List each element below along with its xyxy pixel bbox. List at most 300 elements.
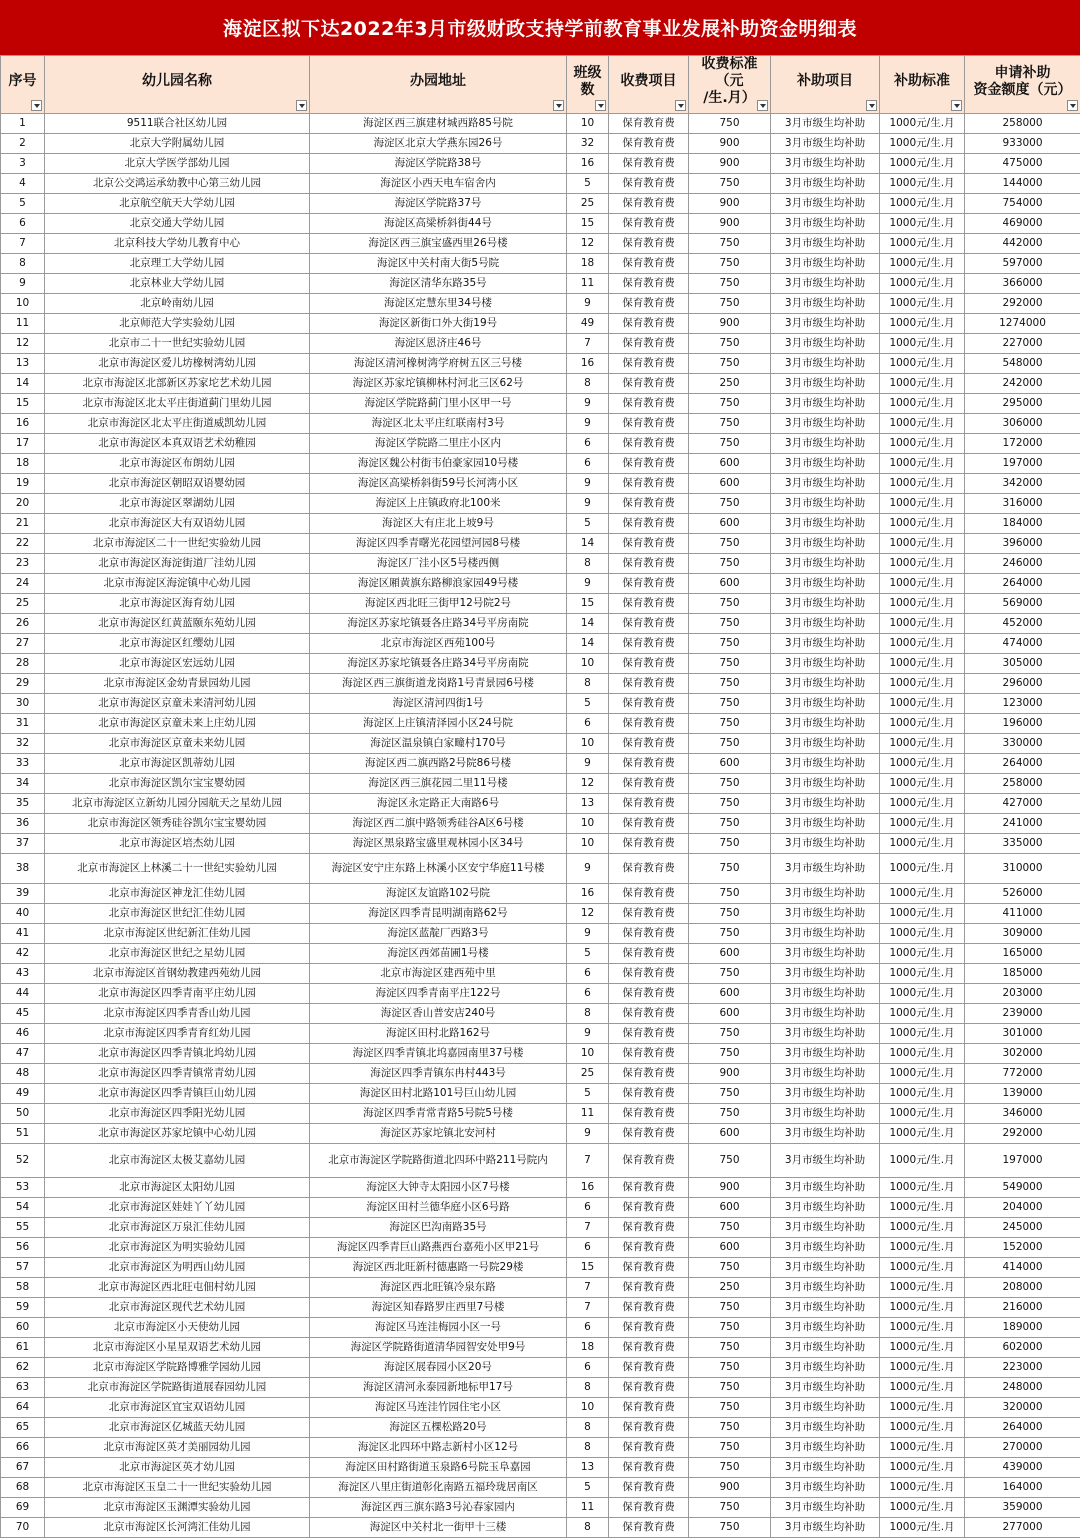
cell-subsidy-std: 1000元/生.月 bbox=[880, 1298, 965, 1318]
table-row bbox=[1, 614, 1080, 634]
cell-subsidy-std: 1000元/生.月 bbox=[880, 854, 965, 884]
cell-seq: 67 bbox=[1, 1458, 45, 1478]
cell-addr: 海淀区香山普安店240号 bbox=[310, 1004, 567, 1024]
cell-seq: 12 bbox=[1, 334, 45, 354]
cell-addr: 海淀区苏家坨镇聂各庄路34号平房南院 bbox=[310, 654, 567, 674]
cell-addr: 海淀区学院路37号 bbox=[310, 194, 567, 214]
cell-amount: 411000 bbox=[965, 904, 1080, 924]
cell-subsidy-item: 3月市级生均补助 bbox=[771, 634, 880, 654]
cell-name: 北京市海淀区海淀街道厂洼幼儿园 bbox=[45, 554, 310, 574]
cell-subsidy-std: 1000元/生.月 bbox=[880, 294, 965, 314]
cell-addr: 海淀区苏家坨镇聂各庄路34号平房南院 bbox=[310, 614, 567, 634]
cell-subsidy-std: 1000元/生.月 bbox=[880, 1178, 965, 1198]
cell-fee-std: 750 bbox=[689, 394, 771, 414]
cell-classes: 5 bbox=[567, 1478, 609, 1498]
cell-seq: 34 bbox=[1, 774, 45, 794]
cell-subsidy-item: 3月市级生均补助 bbox=[771, 554, 880, 574]
cell-classes: 5 bbox=[567, 174, 609, 194]
cell-seq: 50 bbox=[1, 1104, 45, 1124]
filter-dropdown-icon[interactable] bbox=[296, 100, 307, 111]
cell-subsidy-std: 1000元/生.月 bbox=[880, 924, 965, 944]
cell-fee-std: 600 bbox=[689, 574, 771, 594]
cell-addr: 海淀区四季青曙光花园望河园8号楼 bbox=[310, 534, 567, 554]
filter-dropdown-icon[interactable] bbox=[866, 100, 877, 111]
cell-fee-item: 保育教育费 bbox=[609, 414, 689, 434]
cell-fee-std: 600 bbox=[689, 754, 771, 774]
cell-addr: 海淀区学院路蓟门里小区甲一号 bbox=[310, 394, 567, 414]
cell-amount: 216000 bbox=[965, 1298, 1080, 1318]
cell-fee-std: 750 bbox=[689, 1258, 771, 1278]
cell-fee-std: 750 bbox=[689, 904, 771, 924]
cell-subsidy-item: 3月市级生均补助 bbox=[771, 534, 880, 554]
cell-name: 北京市海淀区玉皇二十一世纪实验幼儿园 bbox=[45, 1478, 310, 1498]
cell-addr: 北京市海淀区学院路街道北四环中路211号院内 bbox=[310, 1144, 567, 1178]
cell-fee-item: 保育教育费 bbox=[609, 814, 689, 834]
cell-subsidy-std: 1000元/生.月 bbox=[880, 1024, 965, 1044]
cell-fee-std: 750 bbox=[689, 1418, 771, 1438]
cell-fee-std: 750 bbox=[689, 1458, 771, 1478]
cell-classes: 6 bbox=[567, 1198, 609, 1218]
table-row bbox=[1, 114, 1080, 134]
cell-amount: 292000 bbox=[965, 1124, 1080, 1144]
cell-name: 北京市海淀区红黄蓝颐东苑幼儿园 bbox=[45, 614, 310, 634]
cell-classes: 18 bbox=[567, 1338, 609, 1358]
cell-seq: 30 bbox=[1, 694, 45, 714]
cell-addr: 海淀区马连洼竹园住宅小区 bbox=[310, 1398, 567, 1418]
cell-amount: 359000 bbox=[965, 1498, 1080, 1518]
cell-fee-std: 750 bbox=[689, 554, 771, 574]
cell-name: 北京林业大学幼儿园 bbox=[45, 274, 310, 294]
cell-subsidy-item: 3月市级生均补助 bbox=[771, 1258, 880, 1278]
cell-amount: 196000 bbox=[965, 714, 1080, 734]
cell-fee-item: 保育教育费 bbox=[609, 1258, 689, 1278]
cell-amount: 548000 bbox=[965, 354, 1080, 374]
cell-name: 北京市海淀区现代艺术幼儿园 bbox=[45, 1298, 310, 1318]
filter-dropdown-icon[interactable] bbox=[595, 100, 606, 111]
cell-amount: 475000 bbox=[965, 154, 1080, 174]
cell-name: 北京市海淀区京童未来幼儿园 bbox=[45, 734, 310, 754]
cell-fee-item: 保育教育费 bbox=[609, 1398, 689, 1418]
cell-classes: 9 bbox=[567, 494, 609, 514]
cell-amount: 189000 bbox=[965, 1318, 1080, 1338]
cell-fee-std: 900 bbox=[689, 1178, 771, 1198]
cell-subsidy-item: 3月市级生均补助 bbox=[771, 884, 880, 904]
cell-seq: 7 bbox=[1, 234, 45, 254]
cell-addr: 海淀区清河橡树湾学府树五区三号楼 bbox=[310, 354, 567, 374]
cell-subsidy-std: 1000元/生.月 bbox=[880, 1518, 965, 1538]
cell-addr: 海淀区恩济庄46号 bbox=[310, 334, 567, 354]
cell-fee-std: 250 bbox=[689, 1278, 771, 1298]
cell-addr: 海淀区上庄镇政府北100米 bbox=[310, 494, 567, 514]
cell-seq: 68 bbox=[1, 1478, 45, 1498]
cell-seq: 3 bbox=[1, 154, 45, 174]
cell-amount: 933000 bbox=[965, 134, 1080, 154]
cell-addr: 海淀区马连洼梅园小区一号 bbox=[310, 1318, 567, 1338]
cell-subsidy-item: 3月市级生均补助 bbox=[771, 1518, 880, 1538]
cell-seq: 59 bbox=[1, 1298, 45, 1318]
cell-seq: 14 bbox=[1, 374, 45, 394]
cell-fee-std: 750 bbox=[689, 414, 771, 434]
cell-fee-std: 600 bbox=[689, 474, 771, 494]
cell-addr: 海淀区西三旗宝盛西里26号楼 bbox=[310, 234, 567, 254]
cell-seq: 45 bbox=[1, 1004, 45, 1024]
cell-addr: 海淀区学院路二里庄小区内 bbox=[310, 434, 567, 454]
header-row bbox=[1, 56, 1080, 114]
cell-seq: 4 bbox=[1, 174, 45, 194]
cell-fee-std: 750 bbox=[689, 1378, 771, 1398]
cell-fee-std: 750 bbox=[689, 774, 771, 794]
cell-seq: 18 bbox=[1, 454, 45, 474]
cell-seq: 63 bbox=[1, 1378, 45, 1398]
cell-subsidy-std: 1000元/生.月 bbox=[880, 1064, 965, 1084]
filter-dropdown-icon[interactable] bbox=[1067, 100, 1078, 111]
cell-subsidy-std: 1000元/生.月 bbox=[880, 434, 965, 454]
cell-subsidy-item: 3月市级生均补助 bbox=[771, 1178, 880, 1198]
cell-fee-item: 保育教育费 bbox=[609, 984, 689, 1004]
cell-name: 北京市海淀区四季青香山幼儿园 bbox=[45, 1004, 310, 1024]
cell-classes: 9 bbox=[567, 474, 609, 494]
cell-classes: 10 bbox=[567, 814, 609, 834]
cell-fee-std: 600 bbox=[689, 984, 771, 1004]
cell-fee-std: 750 bbox=[689, 694, 771, 714]
cell-fee-std: 900 bbox=[689, 314, 771, 334]
cell-fee-item: 保育教育费 bbox=[609, 904, 689, 924]
cell-fee-std: 750 bbox=[689, 254, 771, 274]
table-row bbox=[1, 1438, 1080, 1458]
cell-fee-item: 保育教育费 bbox=[609, 394, 689, 414]
cell-subsidy-std: 1000元/生.月 bbox=[880, 454, 965, 474]
cell-addr: 海淀区中关村南大街5号院 bbox=[310, 254, 567, 274]
cell-fee-std: 750 bbox=[689, 234, 771, 254]
cell-addr: 海淀区高梁桥斜街44号 bbox=[310, 214, 567, 234]
cell-subsidy-item: 3月市级生均补助 bbox=[771, 1438, 880, 1458]
cell-amount: 295000 bbox=[965, 394, 1080, 414]
table-row bbox=[1, 674, 1080, 694]
table-row bbox=[1, 1258, 1080, 1278]
cell-fee-item: 保育教育费 bbox=[609, 594, 689, 614]
table-row bbox=[1, 254, 1080, 274]
cell-classes: 9 bbox=[567, 414, 609, 434]
cell-name: 北京市海淀区小天使幼儿园 bbox=[45, 1318, 310, 1338]
table-row bbox=[1, 1358, 1080, 1378]
cell-name: 北京市海淀区为明实验幼儿园 bbox=[45, 1238, 310, 1258]
table-row bbox=[1, 1518, 1080, 1538]
cell-addr: 海淀区高梁桥斜街59号长河湾小区 bbox=[310, 474, 567, 494]
cell-amount: 469000 bbox=[965, 214, 1080, 234]
table-row bbox=[1, 984, 1080, 1004]
cell-subsidy-item: 3月市级生均补助 bbox=[771, 614, 880, 634]
table-row bbox=[1, 884, 1080, 904]
cell-subsidy-item: 3月市级生均补助 bbox=[771, 594, 880, 614]
cell-subsidy-item: 3月市级生均补助 bbox=[771, 714, 880, 734]
cell-addr: 海淀区北四环中路志新村小区12号 bbox=[310, 1438, 567, 1458]
cell-addr: 海淀区西二旗中路领秀硅谷A区6号楼 bbox=[310, 814, 567, 834]
cell-subsidy-std: 1000元/生.月 bbox=[880, 674, 965, 694]
cell-seq: 1 bbox=[1, 114, 45, 134]
cell-fee-std: 750 bbox=[689, 354, 771, 374]
cell-fee-item: 保育教育费 bbox=[609, 554, 689, 574]
cell-addr: 海淀区友谊路102号院 bbox=[310, 884, 567, 904]
cell-subsidy-item: 3月市级生均补助 bbox=[771, 1238, 880, 1258]
cell-name: 北京市海淀区北太平庄街道蓟门里幼儿园 bbox=[45, 394, 310, 414]
table-row bbox=[1, 454, 1080, 474]
cell-addr: 海淀区蓝靛厂西路3号 bbox=[310, 924, 567, 944]
cell-classes: 16 bbox=[567, 354, 609, 374]
cell-seq: 25 bbox=[1, 594, 45, 614]
cell-name: 北京市海淀区首钢幼教建西苑幼儿园 bbox=[45, 964, 310, 984]
cell-fee-std: 900 bbox=[689, 194, 771, 214]
table-row bbox=[1, 594, 1080, 614]
cell-classes: 10 bbox=[567, 114, 609, 134]
cell-subsidy-std: 1000元/生.月 bbox=[880, 1438, 965, 1458]
table-row bbox=[1, 1004, 1080, 1024]
column-header-label: 补助项目 bbox=[797, 73, 853, 89]
cell-fee-std: 750 bbox=[689, 274, 771, 294]
cell-classes: 9 bbox=[567, 1024, 609, 1044]
cell-addr: 海淀区西三旗建材城西路85号院 bbox=[310, 114, 567, 134]
cell-amount: 439000 bbox=[965, 1458, 1080, 1478]
cell-subsidy-item: 3月市级生均补助 bbox=[771, 354, 880, 374]
cell-classes: 15 bbox=[567, 594, 609, 614]
cell-addr: 海淀区温泉镇白家疃村170号 bbox=[310, 734, 567, 754]
table-row bbox=[1, 1378, 1080, 1398]
cell-fee-item: 保育教育费 bbox=[609, 714, 689, 734]
cell-seq: 23 bbox=[1, 554, 45, 574]
cell-classes: 9 bbox=[567, 394, 609, 414]
cell-subsidy-std: 1000元/生.月 bbox=[880, 814, 965, 834]
cell-classes: 8 bbox=[567, 1378, 609, 1398]
cell-fee-item: 保育教育费 bbox=[609, 1084, 689, 1104]
cell-amount: 366000 bbox=[965, 274, 1080, 294]
cell-amount: 227000 bbox=[965, 334, 1080, 354]
cell-subsidy-item: 3月市级生均补助 bbox=[771, 1064, 880, 1084]
cell-classes: 13 bbox=[567, 794, 609, 814]
cell-name: 北京市海淀区二十一世纪实验幼儿园 bbox=[45, 534, 310, 554]
cell-classes: 6 bbox=[567, 1358, 609, 1378]
cell-classes: 7 bbox=[567, 334, 609, 354]
cell-amount: 264000 bbox=[965, 1418, 1080, 1438]
cell-addr: 海淀区大有庄北上坡9号 bbox=[310, 514, 567, 534]
table-row bbox=[1, 1218, 1080, 1238]
cell-subsidy-item: 3月市级生均补助 bbox=[771, 924, 880, 944]
cell-subsidy-item: 3月市级生均补助 bbox=[771, 434, 880, 454]
cell-addr: 海淀区大钟寺太阳园小区7号楼 bbox=[310, 1178, 567, 1198]
cell-subsidy-std: 1000元/生.月 bbox=[880, 1398, 965, 1418]
cell-subsidy-item: 3月市级生均补助 bbox=[771, 1298, 880, 1318]
cell-amount: 197000 bbox=[965, 1144, 1080, 1178]
cell-fee-item: 保育教育费 bbox=[609, 1144, 689, 1178]
cell-fee-item: 保育教育费 bbox=[609, 154, 689, 174]
table-row bbox=[1, 1064, 1080, 1084]
table-row bbox=[1, 1044, 1080, 1064]
cell-name: 北京市海淀区西北旺屯佃村幼儿园 bbox=[45, 1278, 310, 1298]
cell-amount: 164000 bbox=[965, 1478, 1080, 1498]
cell-addr: 海淀区五棵松路20号 bbox=[310, 1418, 567, 1438]
cell-fee-item: 保育教育费 bbox=[609, 1458, 689, 1478]
column-header-label: 办园地址 bbox=[410, 73, 466, 89]
cell-fee-item: 保育教育费 bbox=[609, 614, 689, 634]
cell-addr: 海淀区知春路罗庄西里7号楼 bbox=[310, 1298, 567, 1318]
cell-fee-item: 保育教育费 bbox=[609, 634, 689, 654]
cell-fee-item: 保育教育费 bbox=[609, 1064, 689, 1084]
cell-name: 北京市海淀区世纪新汇佳幼儿园 bbox=[45, 924, 310, 944]
column-header-fee_item bbox=[609, 56, 689, 114]
cell-classes: 10 bbox=[567, 1398, 609, 1418]
column-header-label: 收费标准 （元 /生.月） bbox=[701, 56, 758, 106]
cell-fee-std: 600 bbox=[689, 454, 771, 474]
cell-fee-item: 保育教育费 bbox=[609, 1338, 689, 1358]
table-row bbox=[1, 214, 1080, 234]
cell-name: 北京市海淀区京童未来清河幼儿园 bbox=[45, 694, 310, 714]
cell-fee-std: 750 bbox=[689, 614, 771, 634]
cell-classes: 5 bbox=[567, 514, 609, 534]
cell-fee-std: 750 bbox=[689, 494, 771, 514]
cell-fee-item: 保育教育费 bbox=[609, 944, 689, 964]
cell-fee-item: 保育教育费 bbox=[609, 1498, 689, 1518]
cell-name: 北京市海淀区四季青镇巨山幼儿园 bbox=[45, 1084, 310, 1104]
cell-subsidy-item: 3月市级生均补助 bbox=[771, 234, 880, 254]
cell-subsidy-std: 1000元/生.月 bbox=[880, 944, 965, 964]
column-header-fee_std bbox=[689, 56, 771, 114]
cell-amount: 248000 bbox=[965, 1378, 1080, 1398]
cell-subsidy-item: 3月市级生均补助 bbox=[771, 1358, 880, 1378]
cell-subsidy-item: 3月市级生均补助 bbox=[771, 334, 880, 354]
cell-name: 北京市海淀区世纪之星幼儿园 bbox=[45, 944, 310, 964]
cell-seq: 10 bbox=[1, 294, 45, 314]
cell-seq: 65 bbox=[1, 1418, 45, 1438]
cell-amount: 305000 bbox=[965, 654, 1080, 674]
cell-fee-item: 保育教育费 bbox=[609, 1518, 689, 1538]
table-row bbox=[1, 714, 1080, 734]
cell-addr: 海淀区厂洼小区5号楼西侧 bbox=[310, 554, 567, 574]
cell-subsidy-std: 1000元/生.月 bbox=[880, 634, 965, 654]
table-row bbox=[1, 1398, 1080, 1418]
cell-amount: 223000 bbox=[965, 1358, 1080, 1378]
cell-classes: 14 bbox=[567, 634, 609, 654]
cell-seq: 17 bbox=[1, 434, 45, 454]
cell-fee-item: 保育教育费 bbox=[609, 1044, 689, 1064]
column-header-subsidy_std bbox=[880, 56, 965, 114]
cell-name: 北京交通大学幼儿园 bbox=[45, 214, 310, 234]
cell-addr: 海淀区四季青常青路5号院5号楼 bbox=[310, 1104, 567, 1124]
cell-name: 北京市海淀区上林溪二十一世纪实验幼儿园 bbox=[45, 854, 310, 884]
cell-subsidy-std: 1000元/生.月 bbox=[880, 314, 965, 334]
cell-amount: 772000 bbox=[965, 1064, 1080, 1084]
cell-fee-item: 保育教育费 bbox=[609, 334, 689, 354]
cell-fee-item: 保育教育费 bbox=[609, 474, 689, 494]
filter-dropdown-icon[interactable] bbox=[951, 100, 962, 111]
cell-fee-std: 750 bbox=[689, 1218, 771, 1238]
cell-subsidy-std: 1000元/生.月 bbox=[880, 234, 965, 254]
cell-seq: 42 bbox=[1, 944, 45, 964]
table-row bbox=[1, 134, 1080, 154]
cell-fee-item: 保育教育费 bbox=[609, 1298, 689, 1318]
cell-amount: 270000 bbox=[965, 1438, 1080, 1458]
cell-addr: 北京市海淀区西苑100号 bbox=[310, 634, 567, 654]
cell-fee-std: 750 bbox=[689, 1438, 771, 1458]
cell-name: 北京市海淀区长河湾汇佳幼儿园 bbox=[45, 1518, 310, 1538]
cell-subsidy-item: 3月市级生均补助 bbox=[771, 394, 880, 414]
table-row bbox=[1, 154, 1080, 174]
cell-subsidy-std: 1000元/生.月 bbox=[880, 474, 965, 494]
filter-dropdown-icon[interactable] bbox=[31, 100, 42, 111]
cell-fee-std: 600 bbox=[689, 1124, 771, 1144]
cell-subsidy-item: 3月市级生均补助 bbox=[771, 574, 880, 594]
subsidy-table bbox=[0, 55, 1080, 1538]
cell-fee-item: 保育教育费 bbox=[609, 674, 689, 694]
cell-addr: 海淀区新街口外大街19号 bbox=[310, 314, 567, 334]
cell-fee-std: 900 bbox=[689, 1064, 771, 1084]
cell-fee-item: 保育教育费 bbox=[609, 654, 689, 674]
cell-classes: 7 bbox=[567, 1144, 609, 1178]
cell-seq: 15 bbox=[1, 394, 45, 414]
cell-fee-item: 保育教育费 bbox=[609, 1378, 689, 1398]
cell-addr: 海淀区四季青南平庄122号 bbox=[310, 984, 567, 1004]
cell-subsidy-std: 1000元/生.月 bbox=[880, 1238, 965, 1258]
cell-classes: 8 bbox=[567, 554, 609, 574]
cell-amount: 396000 bbox=[965, 534, 1080, 554]
table-row bbox=[1, 194, 1080, 214]
cell-subsidy-std: 1000元/生.月 bbox=[880, 254, 965, 274]
cell-classes: 16 bbox=[567, 1178, 609, 1198]
filter-dropdown-icon[interactable] bbox=[553, 100, 564, 111]
column-header-label: 收费项目 bbox=[620, 73, 677, 89]
cell-amount: 427000 bbox=[965, 794, 1080, 814]
filter-dropdown-icon[interactable] bbox=[675, 100, 686, 111]
table-row bbox=[1, 1338, 1080, 1358]
cell-addr: 海淀区田村路街道玉泉路6号院玉阜嘉园 bbox=[310, 1458, 567, 1478]
cell-fee-std: 600 bbox=[689, 1198, 771, 1218]
cell-seq: 6 bbox=[1, 214, 45, 234]
cell-fee-item: 保育教育费 bbox=[609, 1004, 689, 1024]
cell-name: 北京市海淀区凯蒂幼儿园 bbox=[45, 754, 310, 774]
cell-seq: 11 bbox=[1, 314, 45, 334]
cell-fee-item: 保育教育费 bbox=[609, 174, 689, 194]
cell-addr: 海淀区四季青昆明湖南路62号 bbox=[310, 904, 567, 924]
cell-classes: 7 bbox=[567, 1278, 609, 1298]
cell-seq: 54 bbox=[1, 1198, 45, 1218]
cell-subsidy-item: 3月市级生均补助 bbox=[771, 254, 880, 274]
cell-fee-std: 750 bbox=[689, 734, 771, 754]
cell-addr: 海淀区清河四街1号 bbox=[310, 694, 567, 714]
cell-amount: 139000 bbox=[965, 1084, 1080, 1104]
table-row bbox=[1, 794, 1080, 814]
table-row bbox=[1, 554, 1080, 574]
cell-classes: 18 bbox=[567, 254, 609, 274]
cell-addr: 海淀区魏公村街韦伯豪家园10号楼 bbox=[310, 454, 567, 474]
cell-fee-item: 保育教育费 bbox=[609, 1358, 689, 1378]
cell-subsidy-item: 3月市级生均补助 bbox=[771, 694, 880, 714]
cell-fee-item: 保育教育费 bbox=[609, 1104, 689, 1124]
column-header-name bbox=[45, 56, 310, 114]
cell-fee-item: 保育教育费 bbox=[609, 194, 689, 214]
cell-fee-std: 750 bbox=[689, 1318, 771, 1338]
cell-amount: 245000 bbox=[965, 1218, 1080, 1238]
cell-subsidy-std: 1000元/生.月 bbox=[880, 1144, 965, 1178]
cell-fee-item: 保育教育费 bbox=[609, 1278, 689, 1298]
table-row bbox=[1, 634, 1080, 654]
cell-classes: 12 bbox=[567, 234, 609, 254]
cell-seq: 29 bbox=[1, 674, 45, 694]
cell-addr: 海淀区学院路38号 bbox=[310, 154, 567, 174]
cell-name: 北京市海淀区翠湖幼儿园 bbox=[45, 494, 310, 514]
cell-amount: 242000 bbox=[965, 374, 1080, 394]
table-row bbox=[1, 394, 1080, 414]
cell-fee-std: 750 bbox=[689, 634, 771, 654]
filter-dropdown-icon[interactable] bbox=[757, 100, 768, 111]
cell-addr: 海淀区田村北路101号巨山幼儿园 bbox=[310, 1084, 567, 1104]
cell-name: 北京市海淀区亿城蓝天幼儿园 bbox=[45, 1418, 310, 1438]
